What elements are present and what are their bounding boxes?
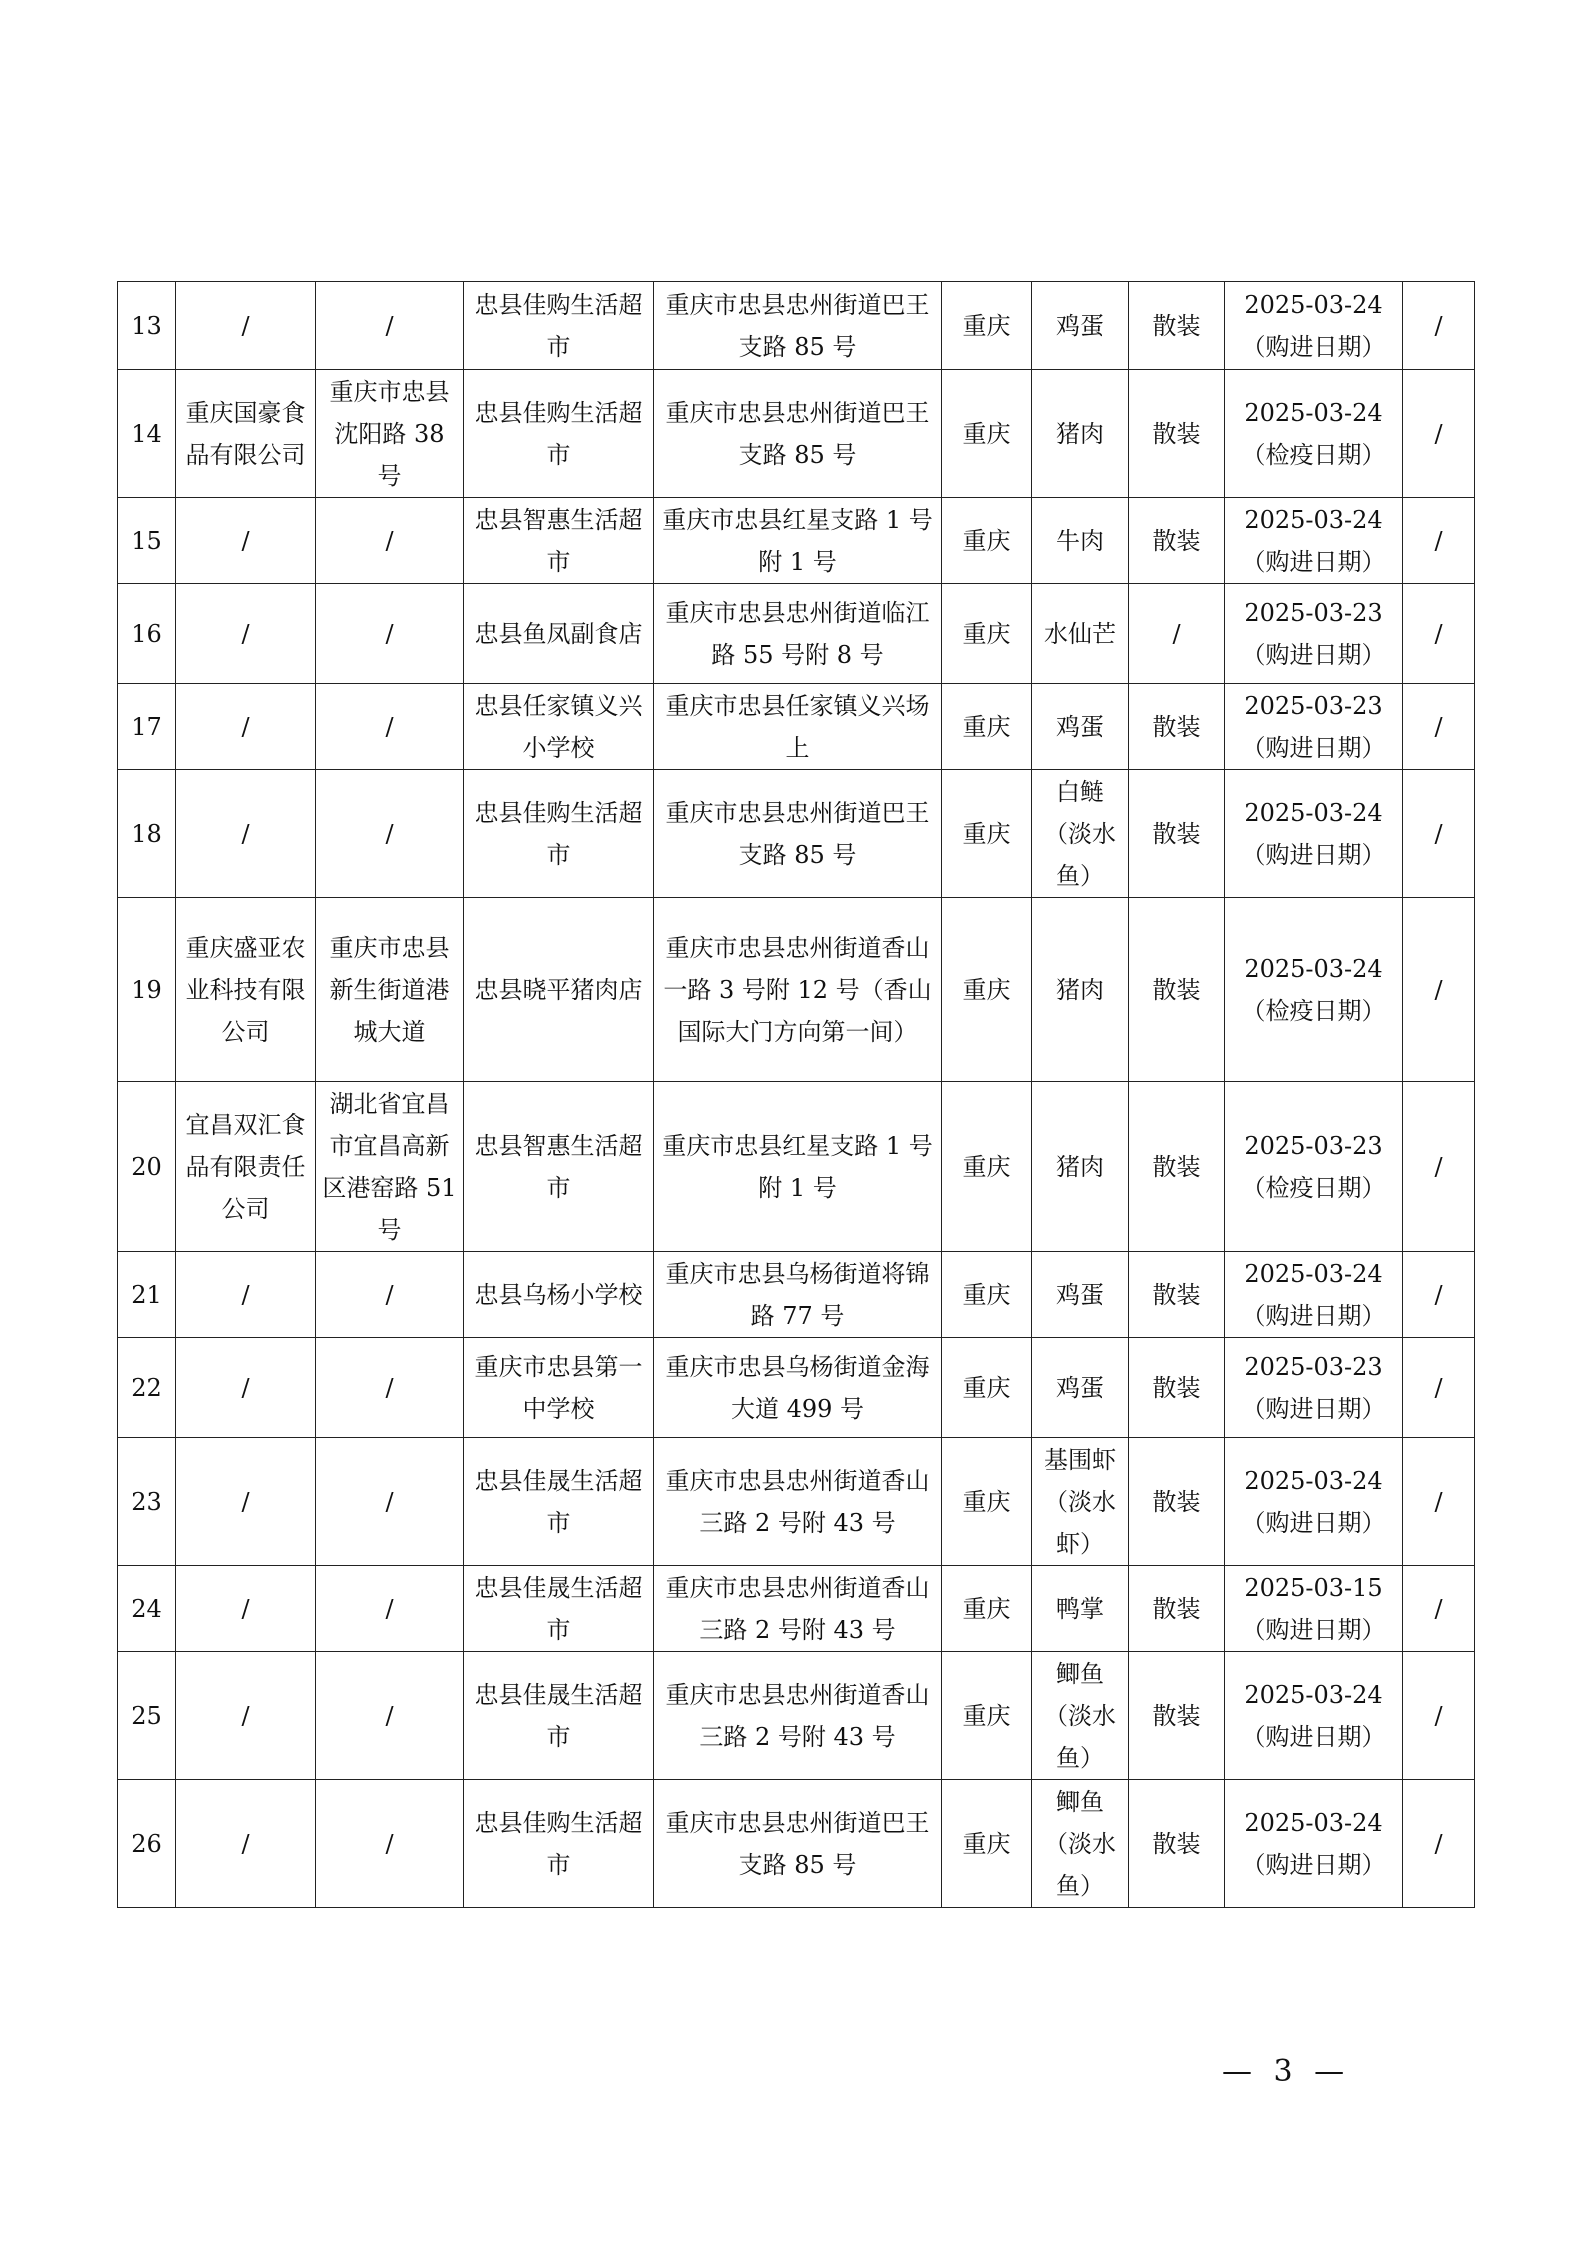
cell-product: 猪肉 xyxy=(1032,898,1129,1082)
table-row xyxy=(118,684,1475,770)
cell-producer-addr: 重庆市忠县沈阳路 38 号 xyxy=(316,370,464,498)
cell-seller: 忠县智惠生活超市 xyxy=(464,498,654,584)
cell-product: 鸡蛋 xyxy=(1032,1338,1129,1438)
cell-note: / xyxy=(1403,1652,1475,1780)
cell-seller-addr: 重庆市忠县红星支路 1 号附 1 号 xyxy=(654,498,942,584)
cell-seller: 忠县乌杨小学校 xyxy=(464,1252,654,1338)
cell-producer-addr: / xyxy=(316,584,464,684)
cell-origin: 重庆 xyxy=(942,1338,1032,1438)
cell-producer-addr: / xyxy=(316,498,464,584)
cell-seller: 忠县佳晟生活超市 xyxy=(464,1652,654,1780)
table-body xyxy=(118,282,1475,1908)
cell-date: 2025-03-24（检疫日期） xyxy=(1225,898,1403,1082)
cell-date: 2025-03-24（购进日期） xyxy=(1225,498,1403,584)
cell-no: 18 xyxy=(118,770,176,898)
cell-seller-addr: 重庆市忠县红星支路 1 号附 1 号 xyxy=(654,1082,942,1252)
cell-spec: 散装 xyxy=(1129,1082,1225,1252)
cell-spec: 散装 xyxy=(1129,898,1225,1082)
cell-note: / xyxy=(1403,282,1475,370)
cell-origin: 重庆 xyxy=(942,898,1032,1082)
cell-producer-addr: / xyxy=(316,684,464,770)
cell-seller: 忠县佳购生活超市 xyxy=(464,1780,654,1908)
cell-seller-addr: 重庆市忠县忠州街道临江路 55 号附 8 号 xyxy=(654,584,942,684)
cell-note: / xyxy=(1403,1338,1475,1438)
cell-seller: 忠县佳晟生活超市 xyxy=(464,1566,654,1652)
cell-date: 2025-03-23（检疫日期） xyxy=(1225,1082,1403,1252)
cell-seller-addr: 重庆市忠县乌杨街道金海大道 499 号 xyxy=(654,1338,942,1438)
cell-spec: 散装 xyxy=(1129,1780,1225,1908)
cell-seller-addr: 重庆市忠县任家镇义兴场上 xyxy=(654,684,942,770)
cell-producer: / xyxy=(176,1780,316,1908)
cell-origin: 重庆 xyxy=(942,1438,1032,1566)
cell-date: 2025-03-23（购进日期） xyxy=(1225,584,1403,684)
cell-producer: / xyxy=(176,282,316,370)
cell-seller: 忠县佳购生活超市 xyxy=(464,282,654,370)
cell-no: 23 xyxy=(118,1438,176,1566)
cell-no: 25 xyxy=(118,1652,176,1780)
table-row xyxy=(118,1252,1475,1338)
cell-origin: 重庆 xyxy=(942,770,1032,898)
cell-note: / xyxy=(1403,898,1475,1082)
table-row xyxy=(118,898,1475,1082)
cell-producer-addr: / xyxy=(316,1780,464,1908)
cell-producer-addr: / xyxy=(316,1438,464,1566)
cell-origin: 重庆 xyxy=(942,282,1032,370)
cell-seller-addr: 重庆市忠县忠州街道香山三路 2 号附 43 号 xyxy=(654,1652,942,1780)
cell-no: 15 xyxy=(118,498,176,584)
cell-no: 16 xyxy=(118,584,176,684)
cell-date: 2025-03-24（购进日期） xyxy=(1225,282,1403,370)
sampling-results-table xyxy=(117,281,1475,1908)
table-row xyxy=(118,498,1475,584)
cell-origin: 重庆 xyxy=(942,584,1032,684)
cell-origin: 重庆 xyxy=(942,1652,1032,1780)
cell-note: / xyxy=(1403,584,1475,684)
table-row xyxy=(118,1338,1475,1438)
cell-no: 21 xyxy=(118,1252,176,1338)
table-row xyxy=(118,584,1475,684)
cell-origin: 重庆 xyxy=(942,1566,1032,1652)
cell-note: / xyxy=(1403,770,1475,898)
cell-producer: / xyxy=(176,1252,316,1338)
cell-seller-addr: 重庆市忠县忠州街道巴王支路 85 号 xyxy=(654,1780,942,1908)
cell-seller-addr: 重庆市忠县忠州街道香山一路 3 号附 12 号（香山国际大门方向第一间） xyxy=(654,898,942,1082)
cell-origin: 重庆 xyxy=(942,1780,1032,1908)
cell-note: / xyxy=(1403,1252,1475,1338)
cell-note: / xyxy=(1403,370,1475,498)
cell-seller: 忠县鱼凤副食店 xyxy=(464,584,654,684)
cell-producer: / xyxy=(176,684,316,770)
cell-origin: 重庆 xyxy=(942,684,1032,770)
cell-producer: / xyxy=(176,498,316,584)
cell-spec: 散装 xyxy=(1129,770,1225,898)
cell-product: 鸡蛋 xyxy=(1032,1252,1129,1338)
cell-producer-addr: / xyxy=(316,1652,464,1780)
cell-producer-addr: / xyxy=(316,1252,464,1338)
cell-seller: 忠县佳购生活超市 xyxy=(464,370,654,498)
cell-spec: 散装 xyxy=(1129,684,1225,770)
cell-spec: 散装 xyxy=(1129,1338,1225,1438)
cell-spec: 散装 xyxy=(1129,498,1225,584)
page-number: — 3 — xyxy=(1222,2054,1351,2089)
cell-no: 14 xyxy=(118,370,176,498)
cell-product: 鲫鱼（淡水鱼） xyxy=(1032,1780,1129,1908)
cell-spec: 散装 xyxy=(1129,282,1225,370)
cell-producer-addr: / xyxy=(316,1338,464,1438)
cell-date: 2025-03-24（检疫日期） xyxy=(1225,370,1403,498)
cell-producer: / xyxy=(176,1566,316,1652)
cell-product: 牛肉 xyxy=(1032,498,1129,584)
cell-note: / xyxy=(1403,684,1475,770)
cell-date: 2025-03-24（购进日期） xyxy=(1225,770,1403,898)
cell-producer: 宜昌双汇食品有限责任公司 xyxy=(176,1082,316,1252)
table-row xyxy=(118,770,1475,898)
cell-producer-addr: / xyxy=(316,1566,464,1652)
table-row xyxy=(118,1652,1475,1780)
cell-seller: 忠县佳购生活超市 xyxy=(464,770,654,898)
cell-seller: 忠县佳晟生活超市 xyxy=(464,1438,654,1566)
cell-producer: / xyxy=(176,1652,316,1780)
cell-origin: 重庆 xyxy=(942,370,1032,498)
cell-product: 猪肉 xyxy=(1032,370,1129,498)
cell-no: 20 xyxy=(118,1082,176,1252)
cell-date: 2025-03-23（购进日期） xyxy=(1225,1338,1403,1438)
cell-seller-addr: 重庆市忠县忠州街道香山三路 2 号附 43 号 xyxy=(654,1438,942,1566)
cell-product: 鸡蛋 xyxy=(1032,282,1129,370)
cell-producer: / xyxy=(176,770,316,898)
cell-spec: / xyxy=(1129,584,1225,684)
cell-origin: 重庆 xyxy=(942,1082,1032,1252)
cell-origin: 重庆 xyxy=(942,1252,1032,1338)
cell-product: 鸭掌 xyxy=(1032,1566,1129,1652)
cell-spec: 散装 xyxy=(1129,1566,1225,1652)
cell-product: 鸡蛋 xyxy=(1032,684,1129,770)
cell-product: 鲫鱼（淡水鱼） xyxy=(1032,1652,1129,1780)
cell-note: / xyxy=(1403,1082,1475,1252)
cell-seller-addr: 重庆市忠县忠州街道巴王支路 85 号 xyxy=(654,770,942,898)
cell-spec: 散装 xyxy=(1129,1252,1225,1338)
cell-product: 水仙芒 xyxy=(1032,584,1129,684)
cell-seller: 忠县智惠生活超市 xyxy=(464,1082,654,1252)
cell-origin: 重庆 xyxy=(942,498,1032,584)
cell-seller: 忠县晓平猪肉店 xyxy=(464,898,654,1082)
cell-spec: 散装 xyxy=(1129,370,1225,498)
cell-no: 13 xyxy=(118,282,176,370)
table-row xyxy=(118,1566,1475,1652)
cell-seller-addr: 重庆市忠县乌杨街道将锦路 77 号 xyxy=(654,1252,942,1338)
cell-date: 2025-03-24（购进日期） xyxy=(1225,1780,1403,1908)
cell-date: 2025-03-15（购进日期） xyxy=(1225,1566,1403,1652)
cell-note: / xyxy=(1403,1780,1475,1908)
cell-producer: / xyxy=(176,1338,316,1438)
cell-date: 2025-03-24（购进日期） xyxy=(1225,1652,1403,1780)
cell-date: 2025-03-24（购进日期） xyxy=(1225,1438,1403,1566)
cell-product: 猪肉 xyxy=(1032,1082,1129,1252)
cell-no: 22 xyxy=(118,1338,176,1438)
cell-producer-addr: 湖北省宜昌市宜昌高新区港窑路 51 号 xyxy=(316,1082,464,1252)
cell-note: / xyxy=(1403,498,1475,584)
cell-note: / xyxy=(1403,1566,1475,1652)
cell-seller-addr: 重庆市忠县忠州街道香山三路 2 号附 43 号 xyxy=(654,1566,942,1652)
cell-producer-addr: / xyxy=(316,770,464,898)
cell-producer: 重庆国豪食品有限公司 xyxy=(176,370,316,498)
cell-producer-addr: / xyxy=(316,282,464,370)
cell-no: 19 xyxy=(118,898,176,1082)
cell-no: 26 xyxy=(118,1780,176,1908)
cell-seller: 忠县任家镇义兴小学校 xyxy=(464,684,654,770)
results-table-container xyxy=(117,281,1475,1908)
cell-product: 白鲢（淡水鱼） xyxy=(1032,770,1129,898)
table-row xyxy=(118,1780,1475,1908)
cell-seller: 重庆市忠县第一中学校 xyxy=(464,1338,654,1438)
cell-producer: 重庆盛亚农业科技有限公司 xyxy=(176,898,316,1082)
cell-producer: / xyxy=(176,1438,316,1566)
cell-date: 2025-03-24（购进日期） xyxy=(1225,1252,1403,1338)
table-row xyxy=(118,370,1475,498)
table-row xyxy=(118,1438,1475,1566)
cell-no: 17 xyxy=(118,684,176,770)
table-row xyxy=(118,282,1475,370)
cell-seller-addr: 重庆市忠县忠州街道巴王支路 85 号 xyxy=(654,282,942,370)
cell-spec: 散装 xyxy=(1129,1438,1225,1566)
cell-producer: / xyxy=(176,584,316,684)
cell-spec: 散装 xyxy=(1129,1652,1225,1780)
cell-date: 2025-03-23（购进日期） xyxy=(1225,684,1403,770)
cell-product: 基围虾（淡水虾） xyxy=(1032,1438,1129,1566)
table-row xyxy=(118,1082,1475,1252)
cell-no: 24 xyxy=(118,1566,176,1652)
cell-note: / xyxy=(1403,1438,1475,1566)
cell-seller-addr: 重庆市忠县忠州街道巴王支路 85 号 xyxy=(654,370,942,498)
cell-producer-addr: 重庆市忠县新生街道港城大道 xyxy=(316,898,464,1082)
